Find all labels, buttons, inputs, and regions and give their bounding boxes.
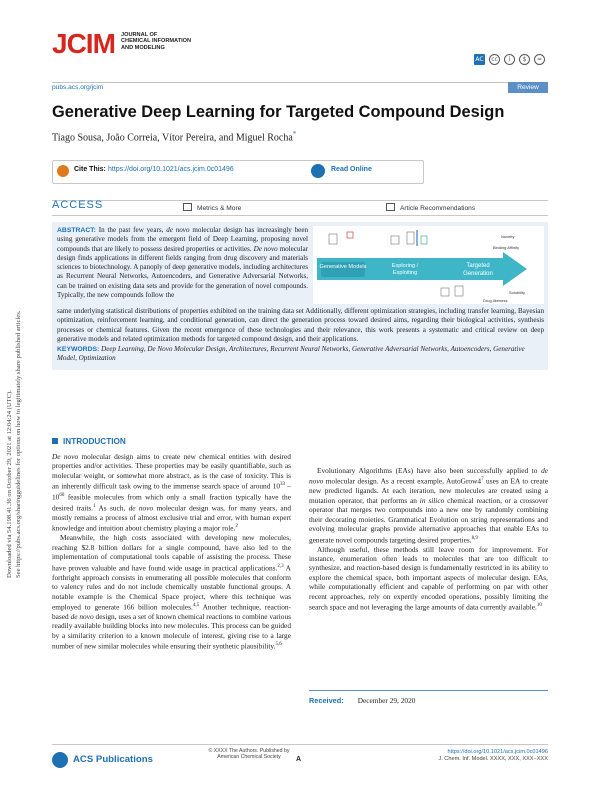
- read-online-icon[interactable]: [311, 164, 325, 178]
- copyright-notice: © XXXX The Authors. Published by American Chemical Society: [208, 748, 290, 761]
- footer-rule: [52, 744, 548, 745]
- received-value: December 29, 2020: [357, 696, 416, 705]
- toc-box2-line2: Exploiting: [392, 270, 418, 276]
- download-note-line2: See https://pubs.acs.org/sharingguidelines for options on how to legitimately share published articles.: [15, 310, 22, 578]
- intro-paragraph-2: Meanwhile, the high costs associated with developing new molecules, reaching $2.8 billion dollars for a single compound, have also led to the implementation of computational tools capable of assisting the process. These have proven valuable and have found wide usage in practical applications.$^{2,3}$ A forthright approach consists in enumerating all possible molecules that conform to valency rules and do not include chemically unstable functional groups. A notable example is the Chemical Space project, where this technique was employed to generate 166 billion molecules.$^{4,5}$ Another technique, reaction-based de novo design, uses a set of known chemical reactions to combine various readily available building blocks into new molecules. This process can be guided by a similarity criterion to a known molecule of interest, giving rise to a large number of new similar molecules while ensuring their synthetic plausibility.$^{5,6}$: [52, 533, 291, 651]
- intro-paragraph-3: Evolutionary Algorithms (EAs) have also been successfully applied to de novo molecular design. As a recent example, $AutoGrow4^7$ uses an EA to create new predicted ligands. At each iteration, new molecules are created using a mutation operator, that performs an in silico chemical reaction, or a crossover operator that merges two compounds into a new one by randomly combining their decorating moieties. Grammatical Evolution on string representations and evolving molecular graphs provide alternative approaches that enable EAs to generate novel compounds targeting desired properties.$^{8,9}$: [309, 466, 548, 545]
- toc-box3-line1: Targeted: [466, 263, 490, 269]
- toc-box2-line1: Exploring /: [391, 263, 419, 269]
- noderivatives-icon[interactable]: =: [534, 54, 545, 65]
- journal-name-line2: CHEMICAL INFORMATION: [121, 38, 192, 45]
- cite-label: Cite This:: [74, 166, 106, 173]
- intro-paragraph-1: De novo molecular design aims to create new chemical entities with desired properties and/or activities. These properties may be easily quantifiable, such as molecular weight, or somewhat more abstract, as is the case of toxicity. This is an inherently difficult task owing to the immense search space of around $10^{33} - 10^{60}$ feasible molecules from which only a small fraction typically have the desired traits.$^1$ As such, de novo molecular design was, for many years, and mostly remains a process of almost exclusive trial and error, with human expert knowledge and intuition about chemistry playing a major role.$^2$: [52, 452, 291, 533]
- download-note: [4, 200, 26, 580]
- header-rule: [52, 82, 548, 83]
- license-icons: [474, 54, 545, 65]
- doi-link[interactable]: https://doi.org/10.1021/acs.jcim.0c01496: [108, 166, 234, 173]
- toc-label-novelty: Novelty: [501, 234, 515, 239]
- read-online-link[interactable]: Read Online: [331, 166, 372, 173]
- attribution-icon[interactable]: i: [504, 54, 515, 65]
- footer-citation: [398, 749, 548, 763]
- received-label: Received:: [309, 696, 344, 705]
- keywords: [57, 345, 544, 364]
- toc-label-druglikeness: Drug-likeness: [483, 298, 508, 303]
- authors-text: Tiago Sousa, João Correia, Vítor Pereira, and Miguel Rocha: [52, 132, 293, 144]
- footer-doi-link[interactable]: https://doi.org/10.1021/acs.jcim.0c01496: [447, 749, 548, 755]
- noncommercial-icon[interactable]: $: [519, 54, 530, 65]
- publisher-name[interactable]: ACS Publications: [73, 754, 153, 765]
- article-recommendations-link[interactable]: Article Recommendations: [386, 203, 475, 212]
- article-title: Generative Deep Learning for Targeted Compound Design: [52, 103, 505, 121]
- body-column-right: [309, 466, 548, 612]
- author-list: [52, 130, 296, 143]
- corresponding-author-mark[interactable]: *: [292, 130, 297, 138]
- keywords-text: Deep Learning, De Novo Molecular Design, Architectures, Recurrent Neural Networks, Generative Adversarial Networks, Autoencoders, Generative Model, Optimization: [57, 345, 525, 363]
- journal-name: [121, 32, 201, 51]
- access-label: ACCESS: [52, 199, 104, 211]
- toc-label-binding: Binding Affinity: [493, 245, 520, 250]
- abstract-label: ABSTRACT:: [57, 227, 96, 234]
- journal-name-line1: JOURNAL OF: [121, 32, 158, 38]
- recommendations-icon: [386, 203, 395, 211]
- article-type-badge: Review: [508, 82, 548, 93]
- body-column-left: [52, 452, 291, 651]
- journal-logo[interactable]: JCIM: [52, 28, 115, 59]
- acs-logo-icon[interactable]: [52, 752, 68, 768]
- intro-heading: INTRODUCTION: [52, 437, 126, 446]
- creative-commons-icon[interactable]: cc: [489, 54, 500, 65]
- keywords-label: KEYWORDS:: [57, 346, 100, 353]
- intro-paragraph-4: Although useful, these methods still leave room for improvement. For instance, enumeration often leads to molecules that are too difficult to synthesize, and reaction-based design is fundamentally restricted in its ability to explore the chemical space, both important aspects of molecular design. EAs, while computationally efficient and capable of performing on par with other recent approaches, rely on expertly encoded operations, possibly limiting the search space and not leveraging the large amounts of data currently available.$^{10}$: [309, 544, 548, 612]
- toc-box1-text: Generative Models: [319, 264, 367, 270]
- journal-url-link[interactable]: pubs.acs.org/jcim: [52, 84, 104, 91]
- toc-label-solubility: Solubility: [509, 290, 526, 295]
- received-rule: [309, 690, 548, 691]
- received-date: [309, 696, 415, 705]
- acs-authorchoice-icon[interactable]: AC: [475, 56, 484, 63]
- abstract-text-top: ABSTRACT: In the past few years, de novo molecular design has increasingly been using generative models from the emergent field of Deep Learning, proposing novel compounds that are likely to possess desired properties or activities. De novo molecular design finds applications in different fields ranging from drug discovery and materials sciences to biotechnology. A panoply of deep generative models, including architectures as Recurrent Neural Networks, Autoencoders, and Generative Adversarial Networks, can be trained on existing data sets and provide for the generation of novel compounds. Typically, the new compounds follow the: [57, 226, 309, 300]
- metrics-icon: [183, 203, 192, 211]
- toc-graphic: [313, 226, 544, 304]
- cite-icon[interactable]: [57, 165, 69, 177]
- journal-name-line3: AND MODELING: [121, 44, 165, 51]
- download-note-line1: Downloaded via 54.198.41.36 on October 29, 2021 at 12:04:24 (UTC).: [6, 390, 13, 578]
- page-number: A: [296, 756, 302, 763]
- toc-box3-line2: Generation: [463, 271, 493, 277]
- footer-journal-citation: J. Chem. Inf. Model. XXXX, XXX, XXX−XXX: [438, 756, 548, 762]
- metrics-link[interactable]: Metrics & More: [183, 203, 241, 212]
- section-square-icon: [52, 438, 58, 444]
- abstract-text-bottom: same underlying statistical distributions of properties exhibited on the training data set Additionally, different optimization strategies, including transfer learning, Bayesian optimization, reinforcement learning, and conditional generation, can direct the generation process toward desired aims, regarding their biological activities, synthesis processes or chemical features. Given the recent emergence of these technologies and their relevance, this work presents a systematic and critical review on deep generative models and related optimization methods for targeted compound design, and their applications.: [57, 307, 544, 343]
